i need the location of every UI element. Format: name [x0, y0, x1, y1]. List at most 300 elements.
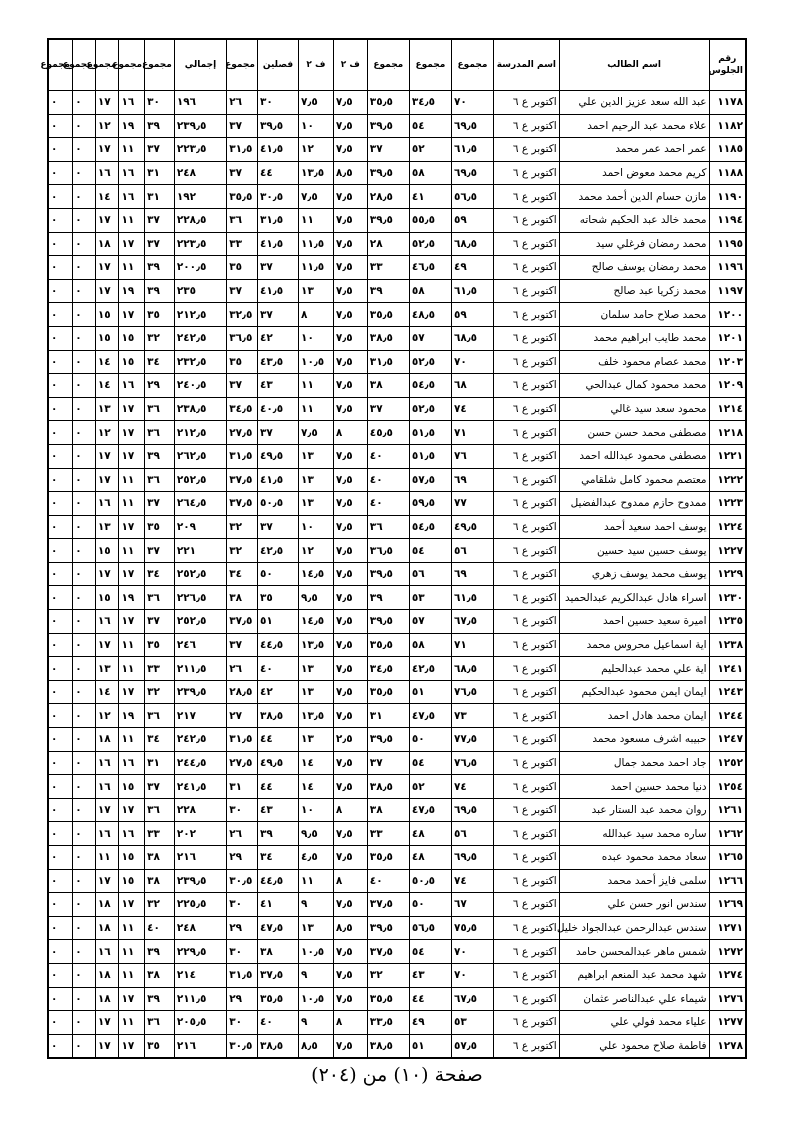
score-cell: ٤٢٫٥: [409, 657, 451, 681]
school-name-cell: اكتوبر ع ٦: [494, 633, 560, 657]
score-cell: ١١: [119, 492, 145, 516]
table-row: [48, 374, 746, 398]
score-cell: ١٥: [119, 775, 145, 799]
table-row: [48, 963, 746, 987]
score-cell: ٩: [299, 1011, 334, 1035]
total-cell: ٢٢٣٫٥: [174, 138, 226, 162]
score-cell: ٣٧: [367, 751, 409, 775]
score-cell: ١٠٫٥: [299, 987, 334, 1011]
score-cell: ٧٤: [451, 397, 493, 421]
score-cell: ١٤٫٥: [299, 562, 334, 586]
score-cell: ٠: [73, 185, 96, 209]
column-header: اسم الطالب: [559, 39, 709, 91]
score-cell: ٧٫٥: [333, 444, 367, 468]
score-cell: ٠: [73, 91, 96, 115]
score-cell: ٨: [333, 798, 367, 822]
score-cell: ٤٠: [257, 657, 298, 681]
seat-number-cell: ١٢٢٤: [709, 515, 746, 539]
score-cell: ٧٫٥: [333, 657, 367, 681]
student-name-cell: محمد محمود كمال عبدالحي: [559, 374, 709, 398]
score-cell: ٢٨: [367, 232, 409, 256]
score-cell: ٢٩: [145, 374, 175, 398]
school-name-cell: اكتوبر ع ٦: [494, 208, 560, 232]
score-cell: ٤٩٫٥: [257, 751, 298, 775]
score-cell: ٠: [48, 963, 73, 987]
score-cell: ٥٢٫٥: [409, 232, 451, 256]
score-cell: ٧٫٥: [333, 397, 367, 421]
total-cell: ٢٣٢٫٥: [174, 350, 226, 374]
score-cell: ١٧: [95, 1034, 119, 1058]
score-cell: ١٣٫٥: [299, 161, 334, 185]
school-name-cell: اكتوبر ع ٦: [494, 421, 560, 445]
score-cell: ٥٨: [409, 633, 451, 657]
total-cell: ٢٢٥٫٥: [174, 893, 226, 917]
student-name-cell: ساره محمد سيد عبدالله: [559, 822, 709, 846]
score-cell: ١٣: [299, 657, 334, 681]
score-cell: ٤١: [257, 893, 298, 917]
score-cell: ٤٠: [367, 444, 409, 468]
score-cell: ٥٩٫٥: [409, 492, 451, 516]
score-cell: ١٧: [95, 562, 119, 586]
seat-number-cell: ١٢٦٥: [709, 846, 746, 870]
student-name-cell: محمد صلاح حامد سلمان: [559, 303, 709, 327]
table-row: [48, 751, 746, 775]
seat-number-cell: ١٢٧٤: [709, 963, 746, 987]
score-cell: ١٤: [95, 680, 119, 704]
seat-number-cell: ١٢٣٥: [709, 610, 746, 634]
score-cell: ٠: [48, 562, 73, 586]
table-row: [48, 562, 746, 586]
score-cell: ٤٣: [257, 374, 298, 398]
score-cell: ٣٨: [145, 869, 175, 893]
score-cell: ٥١: [257, 610, 298, 634]
score-cell: ٣٢: [367, 963, 409, 987]
school-name-cell: اكتوبر ع ٦: [494, 940, 560, 964]
total-cell: ٢٤٨: [174, 161, 226, 185]
score-cell: ٣٠٫٥: [227, 869, 258, 893]
score-cell: ٣٣: [227, 232, 258, 256]
score-cell: ٧٠: [451, 350, 493, 374]
score-cell: ١٦: [95, 492, 119, 516]
score-cell: ٣١: [145, 161, 175, 185]
total-cell: ١٩٢: [174, 185, 226, 209]
seat-number-cell: ١٢٦٢: [709, 822, 746, 846]
score-cell: ١٠: [299, 515, 334, 539]
column-header: مجموع: [409, 39, 451, 91]
score-cell: ٥٠: [257, 562, 298, 586]
school-name-cell: اكتوبر ع ٦: [494, 680, 560, 704]
table-row: [48, 916, 746, 940]
score-cell: ٠: [48, 987, 73, 1011]
seat-number-cell: ١٢٧٢: [709, 940, 746, 964]
score-cell: ٢٧: [227, 704, 258, 728]
score-cell: ٩٫٥: [299, 822, 334, 846]
school-name-cell: اكتوبر ع ٦: [494, 515, 560, 539]
table-row: [48, 539, 746, 563]
score-cell: ٤٧٫٥: [257, 916, 298, 940]
score-cell: ٧٤: [451, 869, 493, 893]
student-name-cell: سندس انور حسن علي: [559, 893, 709, 917]
total-cell: ٢١١٫٥: [174, 657, 226, 681]
score-cell: ١٣: [299, 680, 334, 704]
score-cell: ٣٩٫٥: [367, 610, 409, 634]
seat-number-cell: ١١٩٥: [709, 232, 746, 256]
score-cell: ٠: [73, 374, 96, 398]
score-cell: ٥٤: [409, 751, 451, 775]
score-cell: ٢٨٫٥: [227, 680, 258, 704]
score-cell: ٠: [73, 869, 96, 893]
school-name-cell: اكتوبر ع ٦: [494, 657, 560, 681]
student-name-cell: شيماء علي عبدالناصر عثمان: [559, 987, 709, 1011]
score-cell: ٥٦٫٥: [409, 916, 451, 940]
score-cell: ٣١٫٥: [227, 728, 258, 752]
score-cell: ٦٨٫٥: [451, 232, 493, 256]
score-cell: ٣٩: [145, 279, 175, 303]
total-cell: ٢٢٨: [174, 798, 226, 822]
school-name-cell: اكتوبر ع ٦: [494, 492, 560, 516]
score-cell: ٣٥٫٥: [367, 680, 409, 704]
score-cell: ١١: [119, 657, 145, 681]
score-cell: ٠: [73, 161, 96, 185]
school-name-cell: اكتوبر ع ٦: [494, 350, 560, 374]
score-cell: ١٧: [95, 633, 119, 657]
score-cell: ٨: [333, 869, 367, 893]
score-cell: ٧٠: [451, 91, 493, 115]
score-cell: ١٢: [95, 704, 119, 728]
score-cell: ٦١٫٥: [451, 586, 493, 610]
table-body: [48, 91, 746, 1059]
score-cell: ٣٢: [227, 515, 258, 539]
score-cell: ٠: [48, 91, 73, 115]
total-cell: ٢٠٢: [174, 822, 226, 846]
score-cell: ٠: [48, 633, 73, 657]
score-cell: ١٧: [119, 421, 145, 445]
score-cell: ١٦: [95, 751, 119, 775]
score-cell: ٧٫٥: [333, 326, 367, 350]
score-cell: ٣٣٫٥: [367, 1011, 409, 1035]
score-cell: ٣٩: [257, 822, 298, 846]
school-name-cell: اكتوبر ع ٦: [494, 279, 560, 303]
score-cell: ٣٧: [227, 279, 258, 303]
student-name-cell: جاد احمد محمد جمال: [559, 751, 709, 775]
score-cell: ٣٩٫٥: [367, 208, 409, 232]
score-cell: ٧٫٥: [333, 586, 367, 610]
score-cell: ٣٧٫٥: [227, 468, 258, 492]
score-cell: ١٧: [119, 303, 145, 327]
score-cell: ٨: [299, 303, 334, 327]
score-cell: ١٧: [119, 1034, 145, 1058]
school-name-cell: اكتوبر ع ٦: [494, 963, 560, 987]
score-cell: ٠: [48, 279, 73, 303]
seat-number-cell: ١٢٦٦: [709, 869, 746, 893]
score-cell: ٥٤٫٥: [409, 515, 451, 539]
score-cell: ٣٩٫٥: [257, 114, 298, 138]
student-name-cell: اية اسماعيل محروس محمد: [559, 633, 709, 657]
student-name-cell: محمد رمضان فرغلي سيد: [559, 232, 709, 256]
student-name-cell: ايمان محمد هادل احمد: [559, 704, 709, 728]
score-cell: ٥٤٫٥: [409, 374, 451, 398]
score-cell: ٤١: [409, 185, 451, 209]
score-cell: ٣٧: [257, 421, 298, 445]
score-cell: ٧٥٫٥: [451, 916, 493, 940]
score-cell: ٣٤٫٥: [367, 657, 409, 681]
score-cell: ١٤: [95, 374, 119, 398]
seat-number-cell: ١٢٣٨: [709, 633, 746, 657]
score-cell: ٠: [48, 586, 73, 610]
score-cell: ٧٫٥: [333, 893, 367, 917]
score-cell: ٥٢: [409, 138, 451, 162]
score-cell: ٥١٫٥: [409, 444, 451, 468]
score-cell: ٠: [73, 963, 96, 987]
column-header: إجمالي: [174, 39, 226, 91]
school-name-cell: اكتوبر ع ٦: [494, 798, 560, 822]
student-name-cell: يوسف حسين سيد حسين: [559, 539, 709, 563]
score-cell: ٣٠: [227, 798, 258, 822]
score-cell: ٧١: [451, 633, 493, 657]
table-row: [48, 1034, 746, 1058]
student-name-cell: مصطفى محمد حسن حسن: [559, 421, 709, 445]
score-cell: ٣٨٫٥: [257, 704, 298, 728]
score-cell: ٠: [48, 539, 73, 563]
score-cell: ١١٫٥: [299, 232, 334, 256]
seat-number-cell: ١١٨٥: [709, 138, 746, 162]
score-cell: ٣٨: [257, 940, 298, 964]
seat-number-cell: ١٢٤٧: [709, 728, 746, 752]
school-name-cell: اكتوبر ع ٦: [494, 893, 560, 917]
score-cell: ٣٨: [367, 798, 409, 822]
student-name-cell: اميرة سعيد حسين احمد: [559, 610, 709, 634]
score-cell: ٠: [73, 586, 96, 610]
table-row: [48, 728, 746, 752]
score-cell: ١٧: [95, 468, 119, 492]
score-cell: ١٨: [95, 916, 119, 940]
student-name-cell: علاء محمد عبد الرحيم احمد: [559, 114, 709, 138]
score-cell: ١٤: [299, 751, 334, 775]
score-cell: ٦٩: [451, 468, 493, 492]
total-cell: ٢١٢٫٥: [174, 303, 226, 327]
score-cell: ١٨: [95, 963, 119, 987]
score-cell: ٥٤: [409, 940, 451, 964]
score-cell: ٣٩: [145, 114, 175, 138]
student-name-cell: شمس ماهر عبدالمحسن حامد: [559, 940, 709, 964]
score-cell: ٤٢: [257, 326, 298, 350]
seat-number-cell: ١٢٠١: [709, 326, 746, 350]
school-name-cell: اكتوبر ع ٦: [494, 303, 560, 327]
column-header: ف ٢: [333, 39, 367, 91]
score-cell: ٩٫٥: [299, 586, 334, 610]
score-cell: ٤٧٫٥: [409, 704, 451, 728]
student-name-cell: علياء محمد فولي علي: [559, 1011, 709, 1035]
score-cell: ٤٤: [257, 775, 298, 799]
score-cell: ٧٦: [451, 444, 493, 468]
score-cell: ٣٦: [145, 397, 175, 421]
score-cell: ١١: [119, 208, 145, 232]
score-cell: ٠: [73, 562, 96, 586]
table-row: [48, 704, 746, 728]
table-row: [48, 987, 746, 1011]
score-cell: ٤٩٫٥: [451, 515, 493, 539]
score-cell: ٣٩: [145, 940, 175, 964]
score-cell: ١٣٫٥: [299, 704, 334, 728]
score-cell: ٣٦: [367, 515, 409, 539]
score-cell: ٥١: [409, 680, 451, 704]
score-cell: ٨٫٥: [333, 161, 367, 185]
total-cell: ٢٤٦: [174, 633, 226, 657]
score-cell: ٠: [48, 138, 73, 162]
score-cell: ٦١٫٥: [451, 279, 493, 303]
score-cell: ٣٢: [145, 326, 175, 350]
score-cell: ٠: [73, 680, 96, 704]
score-cell: ٤١٫٥: [257, 279, 298, 303]
seat-number-cell: ١٢٢٧: [709, 539, 746, 563]
score-cell: ٧٫٥: [333, 1034, 367, 1058]
total-cell: ٢٠٥٫٥: [174, 1011, 226, 1035]
score-cell: ٠: [48, 728, 73, 752]
seat-number-cell: ١٢١٤: [709, 397, 746, 421]
score-cell: ٣٤٫٥: [227, 397, 258, 421]
score-cell: ٧٫٥: [333, 751, 367, 775]
score-cell: ٤٩: [409, 1011, 451, 1035]
score-cell: ١٧: [119, 893, 145, 917]
score-cell: ٥٧٫٥: [409, 468, 451, 492]
student-name-cell: كريم محمد معوض احمد: [559, 161, 709, 185]
school-name-cell: اكتوبر ع ٦: [494, 751, 560, 775]
school-name-cell: اكتوبر ع ٦: [494, 916, 560, 940]
score-cell: ٣٧: [257, 256, 298, 280]
score-cell: ٥٠٫٥: [409, 869, 451, 893]
score-cell: ١١: [119, 539, 145, 563]
score-cell: ٧٫٥: [299, 91, 334, 115]
score-cell: ٣٧: [145, 208, 175, 232]
table-row: [48, 161, 746, 185]
score-cell: ٠: [73, 539, 96, 563]
score-cell: ٠: [73, 468, 96, 492]
score-cell: ٧٫٥: [333, 633, 367, 657]
score-cell: ٧٤: [451, 775, 493, 799]
score-cell: ١٧: [95, 138, 119, 162]
score-cell: ١٨: [95, 728, 119, 752]
column-header: مجموع: [145, 39, 175, 91]
score-cell: ٨٫٥: [333, 916, 367, 940]
score-cell: ١٣٫٥: [299, 633, 334, 657]
table-row: [48, 657, 746, 681]
score-cell: ٧٦٫٥: [451, 680, 493, 704]
table-row: [48, 940, 746, 964]
student-name-cell: اية علي محمد عبدالحليم: [559, 657, 709, 681]
total-cell: ٢١٧: [174, 704, 226, 728]
table-row: [48, 114, 746, 138]
seat-number-cell: ١٢٢٢: [709, 468, 746, 492]
score-cell: ٥٩: [451, 303, 493, 327]
column-header: مجموع: [227, 39, 258, 91]
score-cell: ١٣: [299, 444, 334, 468]
student-name-cell: اسراء هادل عبدالكريم عبدالحميد: [559, 586, 709, 610]
score-cell: ٤٠: [367, 492, 409, 516]
score-cell: ٥٢٫٥: [409, 397, 451, 421]
student-name-cell: عمر احمد عمر محمد: [559, 138, 709, 162]
score-cell: ٠: [48, 444, 73, 468]
score-cell: ٠: [48, 869, 73, 893]
score-cell: ٣١٫٥: [227, 963, 258, 987]
score-cell: ٧٫٥: [333, 610, 367, 634]
score-cell: ٣٨: [367, 374, 409, 398]
score-cell: ١٠: [299, 114, 334, 138]
score-cell: ٠: [73, 893, 96, 917]
score-cell: ٤٠: [367, 869, 409, 893]
score-cell: ٤٧٫٥: [409, 798, 451, 822]
score-cell: ٤٤: [257, 728, 298, 752]
seat-number-cell: ١٢٧٧: [709, 1011, 746, 1035]
school-name-cell: اكتوبر ع ٦: [494, 562, 560, 586]
score-cell: ٧٫٥: [333, 492, 367, 516]
score-cell: ٥٣: [409, 586, 451, 610]
table-row: [48, 444, 746, 468]
score-cell: ٥٩: [451, 208, 493, 232]
score-cell: ٧٫٥: [333, 822, 367, 846]
score-cell: ١٠: [299, 798, 334, 822]
score-cell: ٥٨: [409, 161, 451, 185]
score-cell: ٠: [48, 657, 73, 681]
score-cell: ١٧: [95, 1011, 119, 1035]
score-cell: ٣٩٫٥: [367, 916, 409, 940]
total-cell: ٢٢٩٫٥: [174, 940, 226, 964]
total-cell: ٢٤٢٫٥: [174, 728, 226, 752]
score-cell: ٢٩: [227, 916, 258, 940]
school-name-cell: اكتوبر ع ٦: [494, 586, 560, 610]
student-name-cell: سعاد محمد محمود عبده: [559, 846, 709, 870]
score-cell: ١٥: [95, 539, 119, 563]
score-cell: ١٧: [95, 91, 119, 115]
score-cell: ٣٠: [227, 940, 258, 964]
score-cell: ٧١: [451, 421, 493, 445]
score-cell: ٣٩٫٥: [367, 562, 409, 586]
score-cell: ٠: [48, 185, 73, 209]
score-cell: ١٣: [299, 492, 334, 516]
total-cell: ٢٤٢٫٥: [174, 326, 226, 350]
score-cell: ٧٣: [451, 704, 493, 728]
score-cell: ١١: [299, 374, 334, 398]
score-cell: ٣٤٫٥: [409, 91, 451, 115]
score-cell: ٧٫٥: [333, 208, 367, 232]
score-cell: ١٨: [95, 893, 119, 917]
score-cell: ١٦: [95, 822, 119, 846]
score-cell: ١٧: [119, 232, 145, 256]
score-cell: ٠: [73, 846, 96, 870]
total-cell: ١٩٦: [174, 91, 226, 115]
score-cell: ١١: [119, 963, 145, 987]
total-cell: ٢٦٢٫٥: [174, 444, 226, 468]
total-cell: ٢٥٢٫٥: [174, 562, 226, 586]
score-cell: ٠: [48, 374, 73, 398]
student-name-cell: محمد خالد عبد الحكيم شحاته: [559, 208, 709, 232]
score-cell: ٥٢: [409, 775, 451, 799]
score-cell: ١١: [299, 869, 334, 893]
score-cell: ٧٫٥: [333, 468, 367, 492]
score-cell: ١٧: [95, 208, 119, 232]
table-row: [48, 822, 746, 846]
table-row: [48, 185, 746, 209]
school-name-cell: اكتوبر ع ٦: [494, 326, 560, 350]
school-name-cell: اكتوبر ع ٦: [494, 846, 560, 870]
score-cell: ٣٩٫٥: [367, 114, 409, 138]
score-cell: ٠: [73, 633, 96, 657]
score-cell: ٠: [73, 657, 96, 681]
score-cell: ٧٦٫٥: [451, 751, 493, 775]
score-cell: ١١: [299, 397, 334, 421]
score-cell: ١١: [119, 940, 145, 964]
score-cell: ٤٤٫٥: [257, 633, 298, 657]
score-cell: ٤١٫٥: [257, 232, 298, 256]
